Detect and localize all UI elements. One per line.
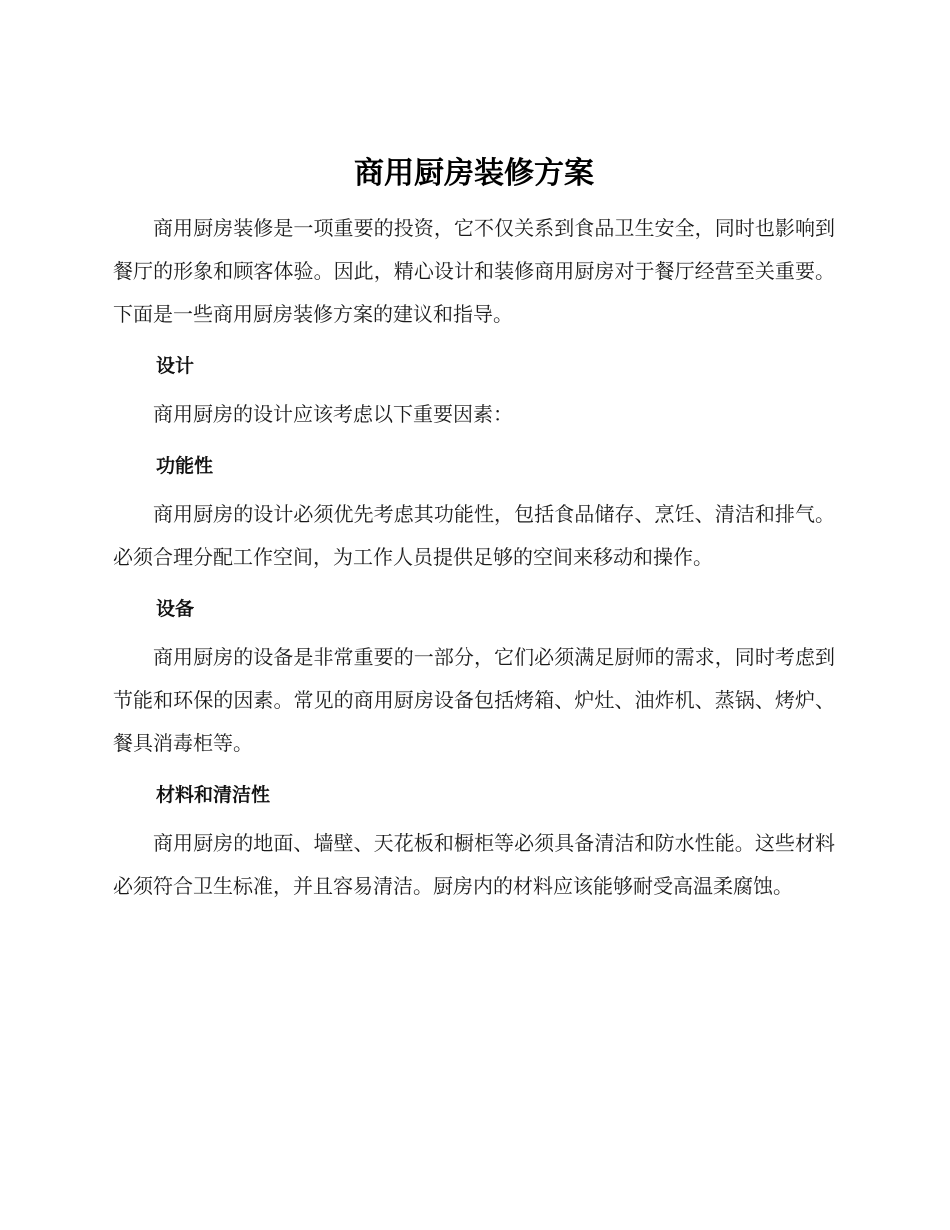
- section-body-materials: 商用厨房的地面、墙壁、天花板和橱柜等必须具备清洁和防水性能。这些材料必须符合卫生标准，并且容易清洁。厨房内的材料应该能够耐受高温柔腐蚀。: [113, 831, 835, 898]
- section-heading-equipment: 设备: [156, 598, 195, 620]
- document-title: 商用厨房装修方案: [354, 156, 594, 191]
- intro-paragraph: 商用厨房装修是一项重要的投资，它不仅关系到食品卫生安全，同时也影响到餐厅的形象和顾客体验。因此，精心设计和装修商用厨房对于餐厅经营至关重要。下面是一些商用厨房装修方案的建议和指导。: [113, 216, 835, 326]
- section-body-functionality: 商用厨房的设计必须优先考虑其功能性，包括食品储存、烹饪、清洁和排气。必须合理分配工作空间，为工作人员提供足够的空间来移动和操作。: [113, 502, 835, 569]
- section-heading-materials: 材料和清洁性: [156, 784, 271, 806]
- section-heading-functionality: 功能性: [156, 455, 214, 477]
- document-page: [113, 145, 835, 908]
- section-heading-design: 设计: [156, 355, 195, 377]
- section-body-equipment: 商用厨房的设备是非常重要的一部分，它们必须满足厨师的需求，同时考虑到节能和环保的因素。常见的商用厨房设备包括烤箱、炉灶、油炸机、蒸锅、烤炉、餐具消毒柜等。: [113, 645, 835, 755]
- section-body-design: 商用厨房的设计应该考虑以下重要因素：: [153, 402, 513, 426]
